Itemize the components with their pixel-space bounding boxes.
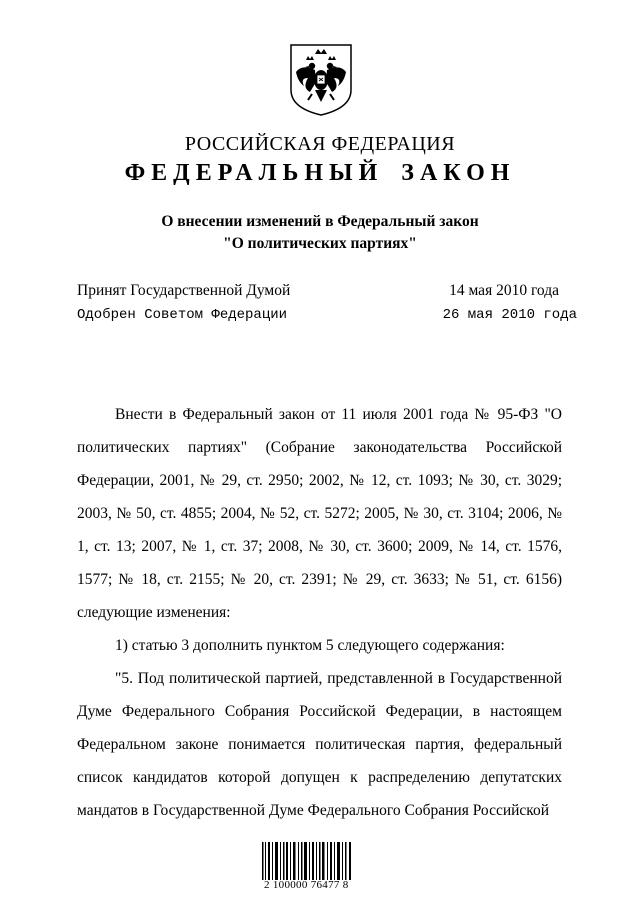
- body-paragraph-2: 1) статью 3 дополнить пунктом 5 следующего содержания:: [115, 637, 505, 654]
- law-type-word-1: ФЕДЕРАЛЬНЫЙ: [124, 160, 384, 186]
- duma-adoption-row: [77, 282, 577, 300]
- document-type-title: [0, 160, 640, 187]
- duma-adoption-date: 14 мая 2010 года: [449, 282, 559, 299]
- barcode-number: 2 100000 76477 8: [264, 879, 349, 891]
- council-approval-date: 26 мая 2010 года: [442, 307, 577, 323]
- council-approval-label: Одобрен Советом Федерации: [77, 307, 288, 323]
- country-title: РОССИЙСКАЯ ФЕДЕРАЦИЯ: [184, 133, 456, 155]
- body-paragraph-1: Внести в Федеральный закон от 11 июля 2001 года № 95-ФЗ "О политических партиях" (Собрание законодательства Российской Федерации, 2001, № 29, ст. 2950; 2002, № 12, ст. 1093; № 30, ст. 3029; 2003, № 50, ст. 4855; 2004, № 52, ст. 5272; 2005, № 30, ст. 3104; 2006, № 1, ст. 13; 2007, № 1, ст. 37; 2008, № 30, ст. 3600; 2009, № 14, ст. 1576, 1577; № 18, ст. 2155; № 20, ст. 2391; № 29, ст. 3633; № 51, ст. 6156) следующие изменения:: [77, 406, 562, 621]
- law-type-word-2: ЗАКОН: [401, 160, 516, 186]
- law-body: [77, 398, 562, 827]
- subject-line-1: О внесении изменений в Федеральный закон: [161, 213, 479, 230]
- barcode-icon: [262, 842, 352, 880]
- subject-line-2: "О политических партиях": [223, 235, 417, 252]
- body-paragraph-3: "5. Под политической партией, представленной в Государственной Думе Федерального Собрания Российской Федерации, в настоящем Федеральном законе понимается политическая партия, федеральный список кандидатов которой допущен к распределению депутатских мандатов в Государственной Думе Федерального Собрания Российской: [77, 670, 562, 819]
- duma-adoption-label: Принят Государственной Думой: [77, 282, 291, 299]
- law-subject: [0, 211, 640, 255]
- coat-of-arms-icon: [288, 42, 354, 118]
- council-approval-row: [77, 307, 577, 323]
